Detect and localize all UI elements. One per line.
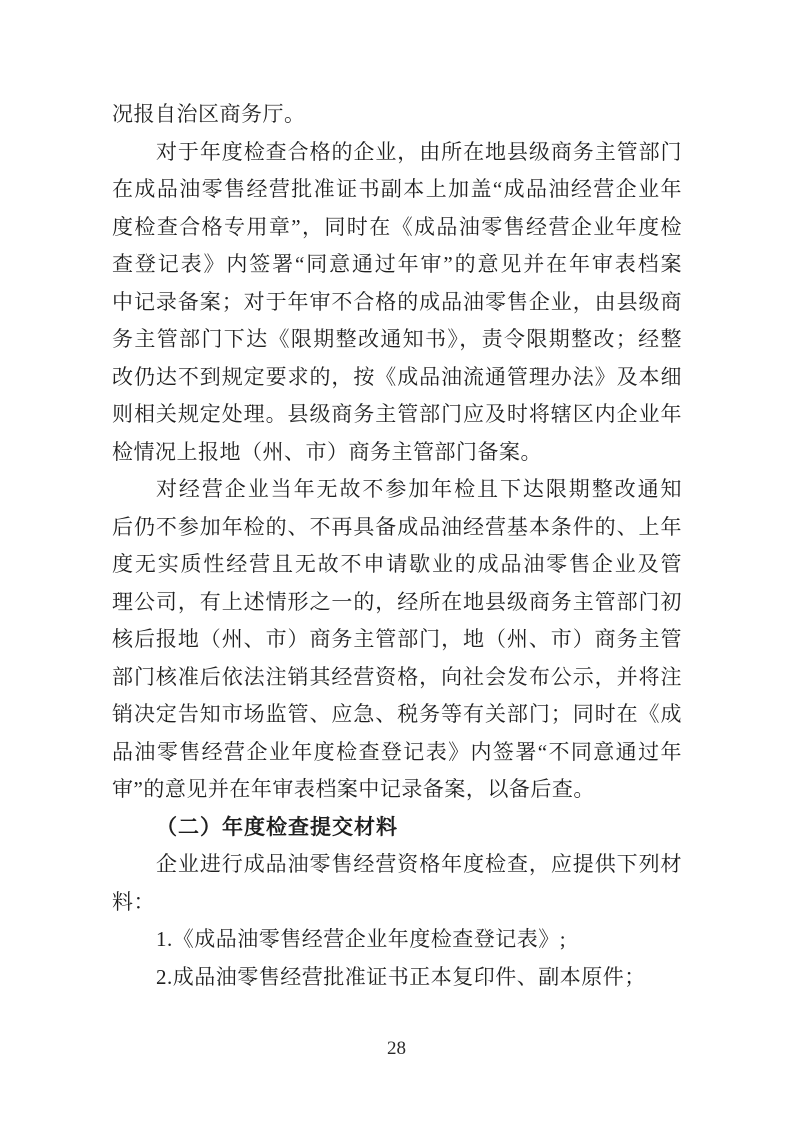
text-line: 理公司，有上述情形之一的，经所在地县级商务主管部门初 [112,589,682,614]
section-heading: （二）年度检查提交材料 [156,814,398,839]
text-line: 度无实质性经营且无故不申请歇业的成品油零售企业及管 [112,552,682,576]
page-footer [0,1038,793,1060]
text-line: 对经营企业当年无故不参加年检且下达限期整改通知 [156,477,682,501]
text-line: 则相关规定处理。县级商务主管部门应及时将辖区内企业年 [112,402,682,426]
text-line: 企业进行成品油零售经营资格年度检查，应提供下列材 [156,852,682,876]
list-item-line: 1.《成品油零售经营企业年度检查登记表》; [156,927,567,951]
text-line: 况报自治区商务厅。 [112,102,306,126]
text-line: 后仍不参加年检的、不再具备成品油经营基本条件的、上年 [112,514,682,539]
text-line: 务主管部门下达《限期整改通知书》，责令限期整改；经整 [112,327,682,351]
text-line: 在成品油零售经营批准证书副本上加盖“成品油经营企业年 [112,177,682,201]
document-body [112,96,682,996]
text-line: 查登记表》内签署“同意通过年审”的意见并在年审表档案 [112,252,682,276]
text-line: 部门核准后依法注销其经营资格，向社会发布公示，并将注 [112,664,682,689]
text-line: 对于年度检查合格的企业，由所在地县级商务主管部门 [156,139,682,164]
text-line: 销决定告知市场监管、应急、税务等有关部门；同时在《成 [112,702,682,726]
text-line: 改仍达不到规定要求的，按《成品油流通管理办法》及本细 [112,364,682,389]
text-line: 中记录备案；对于年审不合格的成品油零售企业，由县级商 [112,289,682,314]
text-line: 度检查合格专用章”，同时在《成品油零售经营企业年度检 [112,214,682,239]
text-line: 检情况上报地（州、市）商务主管部门备案。 [112,439,542,464]
text-line: 审”的意见并在年审表档案中记录备案，以备后查。 [112,777,595,801]
list-item-line: 2.成品油零售经营批准证书正本复印件、副本原件； [156,964,646,989]
text-line: 品油零售经营企业年度检查登记表》内签署“不同意通过年 [112,739,682,764]
text-line: 料： [112,889,155,914]
page-number: 28 [387,1038,406,1059]
text-line: 核后报地（州、市）商务主管部门，地（州、市）商务主管 [112,627,682,651]
